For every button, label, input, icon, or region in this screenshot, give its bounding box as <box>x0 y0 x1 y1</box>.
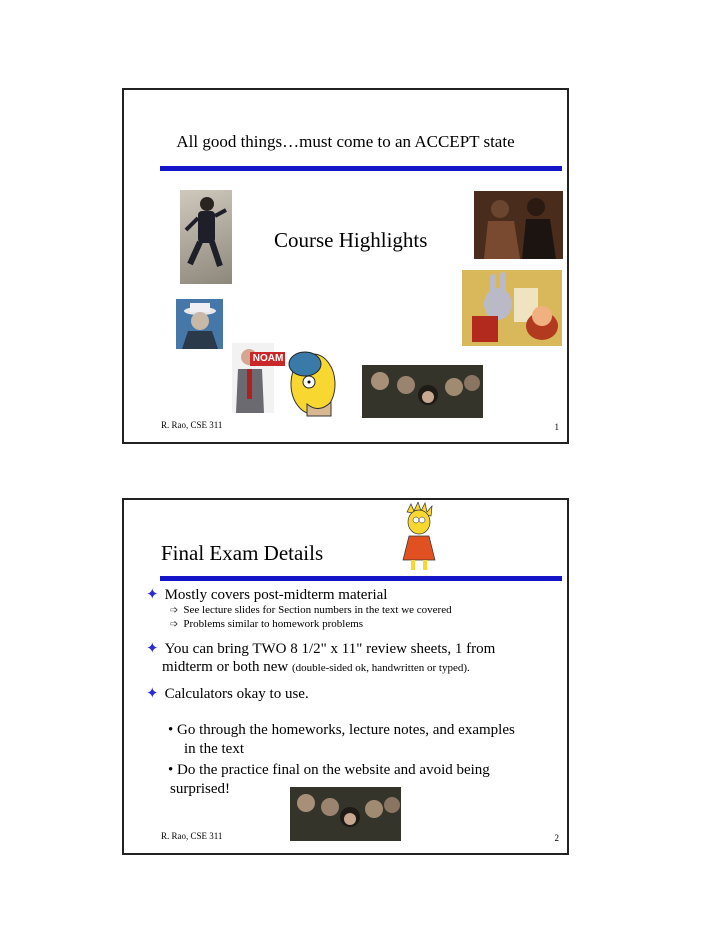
title-rule <box>160 576 562 581</box>
sub-bullet-problems: ➩ Problems similar to homework problems <box>170 618 364 630</box>
star-bullet-icon: ✦ <box>146 641 159 657</box>
star-bullet-icon: ✦ <box>146 587 159 603</box>
noam-label: NOAM <box>250 352 286 366</box>
jumping-man-photo <box>180 190 232 284</box>
slide-2-footer-author: R. Rao, CSE 311 <box>161 831 223 841</box>
course-highlights-heading: Course Highlights <box>274 228 428 252</box>
homer-simpson-image <box>285 344 339 423</box>
title-rule <box>160 166 562 171</box>
bullet-post-midterm: ✦ Mostly covers post-midterm material <box>146 587 388 603</box>
tip-go-through-homeworks: • Go through the homeworks, lecture notes, and examples in the text <box>168 722 515 757</box>
arrow-bullet-icon: ➩ <box>170 619 179 630</box>
slide-1-title: All good things…must come to an ACCEPT state <box>176 132 515 151</box>
slide-1-page-number: 1 <box>554 422 559 432</box>
tip-practice-final: • Do the practice final on the website and avoid being surprised! <box>168 762 490 797</box>
bullet-review-sheets: ✦ You can bring TWO 8 1/2" x 11" review sheets, 1 from midterm or both new (double-sided ok, handwritten or typed). <box>146 641 496 675</box>
two-men-photo <box>474 191 563 259</box>
slide-2-title: Final Exam Details <box>161 541 324 565</box>
lisa-simpson-image <box>399 502 439 575</box>
arrow-bullet-icon: ➩ <box>170 605 179 616</box>
slide-2 <box>122 498 569 855</box>
sub-bullet-lecture-slides: ➩ See lecture slides for Section numbers in the text we covered <box>170 604 452 616</box>
bullet-calculators: ✦ Calculators okay to use. <box>146 686 309 702</box>
slide-2-page-number: 2 <box>554 833 559 843</box>
slide-1-footer-author: R. Rao, CSE 311 <box>161 420 223 430</box>
group-photo-2 <box>290 787 401 841</box>
man-with-hat-photo <box>176 299 223 349</box>
cartoon-bugs-bunny-yosemite-sam-image <box>462 270 562 346</box>
star-bullet-icon: ✦ <box>146 686 159 702</box>
slide-1 <box>122 88 569 444</box>
group-photo <box>362 365 483 418</box>
